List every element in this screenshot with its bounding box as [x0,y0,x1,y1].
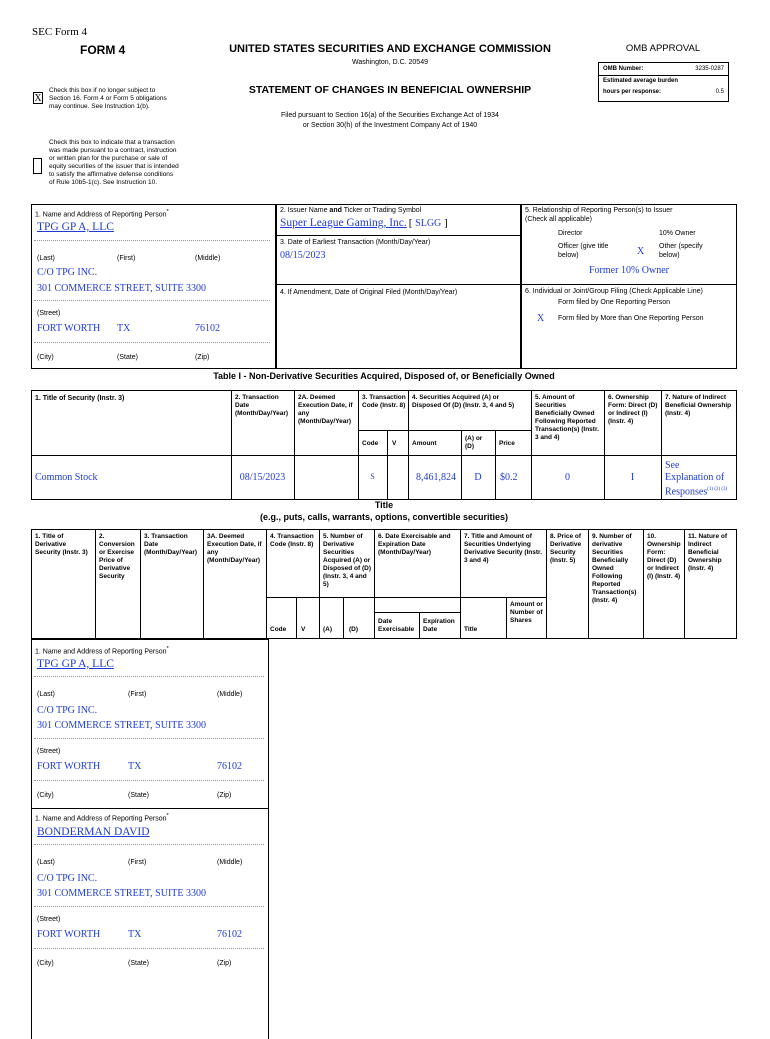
box5-sub: (Check all applicable) [525,216,592,223]
t1-row-code: S [370,472,375,481]
t1-h-deemed: 2A. Deemed Execution Date, if any (Month/Day/Year) [298,394,353,425]
last-label: (Last) [37,255,55,262]
address-line-2: 301 COMMERCE STREET, SUITE 3300 [37,283,206,294]
omb-hours-label: hours per response: [603,89,662,95]
relationship-box [521,204,737,369]
person1-address-2: 301 COMMERCE STREET, SUITE 3300 [37,720,206,731]
omb-number-label: OMB Number: [603,66,644,72]
t1-row-form: I [630,472,635,483]
t1-h-code: 3. Transaction Code (Instr. 8) [362,394,406,409]
person1-street-label: (Street) [37,748,61,755]
t2-h-code: 4. Transaction Code (Instr. 8) [270,533,314,548]
person1-zip: 76102 [217,761,242,772]
t1-h-securities: 4. Securities Acquired (A) or Disposed Of (D) (Instr. 3, 4 and 5) [412,394,515,409]
t2-h-date: 3. Transaction Date (Month/Day/Year) [144,533,198,556]
table2-subtitle: (e.g., puts, calls, warrants, options, convertible securities) [259,512,509,522]
person1-name-link[interactable]: TPG GP A, LLC [37,658,114,670]
persons-box [31,639,269,1039]
filed-pursuant-2: or Section 30(h) of the Investment Company Act of 1940 [302,122,478,129]
t1-row-amount: 8,461,824 [416,472,456,483]
state-value: TX [117,323,131,334]
t1-row-nature: See Explanation of Responses$^{(1) (2) (3)}$ [665,460,728,498]
issuer-name-link[interactable]: Super League Gaming, Inc. [280,217,407,229]
state-label: (State) [117,354,139,361]
footnote-links[interactable]: (1) (2) (3) [707,487,728,492]
person2-middle-label: (Middle) [217,859,243,866]
t2-h-derivatives-owned: 9. Number of derivative Securities Beneficially Owned Following Reported Transaction(s) (Instr. 4) [592,533,637,604]
person2-city: FORT WORTH [37,929,101,940]
issuer-line: Super League Gaming, Inc. [ SLGG ] [280,217,448,229]
t2-h-d: (D) [349,626,359,633]
t2-h-underlying: 7. Title and Amount of Securities Underlying Derivative Security (Instr. 3 and 4) [464,533,543,564]
city-value: FORT WORTH [37,323,101,334]
t1-row-aord: D [474,472,482,483]
t2-h-title-sub: Title [464,626,478,633]
person1-last-label: (Last) [37,691,55,698]
person2-address-2: 301 COMMERCE STREET, SUITE 3300 [37,888,206,899]
zip-label: (Zip) [195,354,210,361]
t2-h-number: 5. Number of Derivative Securities Acquired (A) or Disposed of (D) (Instr. 3, 4 and 5) [323,533,372,588]
director-label: Director [558,230,583,237]
zip-value: 76102 [195,323,220,334]
no-longer-subject-checkbox[interactable]: X [34,93,42,104]
t1-h-ownership: 6. Ownership Form: Direct (D) or Indirect (I) (Instr. 4) [608,394,658,425]
box4-label: 4. If Amendment, Date of Original Filed (Month/Day/Year) [280,289,458,296]
omb-box [598,62,729,102]
t2-h-conversion: 2. Conversion or Exercise Price of Derivative Security [99,533,135,580]
person1-state: TX [128,761,142,772]
t1-row-title: Common Stock [35,472,98,483]
t1-h-amount-owned: 5. Amount of Securities Beneficially Owned Following Reported Transaction(s) (Instr. 3 and 4) [535,394,599,441]
joint-filing-checkmark: X [537,313,545,324]
t1-h-date: 2. Transaction Date (Month/Day/Year) [235,394,289,417]
t2-h-code-sub: Code [270,626,287,633]
rule-10b5-text: Check this box to indicate that a transaction was made pursuant to a contract, instruction or written plan for the purchase or sale of equity securities of the issuer that is intended to satisfy the affirmative defense conditions of Rule 10b5-1(c). See Instruction 10. [49,139,179,186]
t2-h-exercisable: 6. Date Exercisable and Expiration Date (Month/Day/Year) [378,533,451,556]
ticker-symbol: SLGG [415,218,442,229]
person2-zip: 76102 [217,929,242,940]
t1-row-owned: 0 [565,472,570,483]
person2-label: 1. Name and Address of Reporting Person* [35,813,169,823]
person2-street-label: (Street) [37,916,61,923]
person1-first-label: (First) [128,691,147,698]
t1-h-nature: 7. Nature of Indirect Beneficial Ownership (Instr. 4) [665,394,732,417]
city-label: (City) [37,354,54,361]
first-label: (First) [117,255,136,262]
person2-address-1: C/O TPG INC. [37,873,98,884]
person2-first-label: (First) [128,859,147,866]
t1-h-amount: Amount [412,440,437,447]
t2-h-nature: 11. Nature of Indirect Beneficial Ownership (Instr. 4) [688,533,728,572]
omb-title: OMB APPROVAL [625,43,701,54]
person2-city-label: (City) [37,960,54,967]
t2-h-amount: Amount or Number of Shares [510,601,543,624]
commission-location: Washington, D.C. 20549 [351,59,428,66]
rule-10b5-checkbox[interactable] [33,158,42,174]
one-person-label: Form filed by One Reporting Person [558,299,671,306]
no-longer-subject-text: Check this box if no longer subject to Section 16. Form 4 or Form 5 obligations may continue. See Instruction 1(b). [49,87,167,110]
filed-pursuant-1: Filed pursuant to Section 16(a) of the Securities Exchange Act of 1934 [281,112,499,119]
omb-hours-value: 0.5 [715,89,724,95]
t2-h-ownership: 10. Ownership Form: Direct (D) or Indirect (I) (Instr. 4) [647,533,681,580]
ten-pct-owner-label: 10% Owner [659,230,696,237]
form-title: FORM 4 [80,43,126,57]
person2-state: TX [128,929,142,940]
t2-h-title: 1. Title of Derivative Security (Instr. 3) [35,533,88,556]
relationship-remark: Former 10% Owner [589,265,669,276]
t1-h-title: 1. Title of Security (Instr. 3) [35,395,125,402]
other-checkmark: X [637,246,645,257]
middle-label: (Middle) [195,255,221,262]
box2-label: 2. Issuer Name and Ticker or Trading Symbol [280,207,422,214]
person1-address-1: C/O TPG INC. [37,705,98,716]
t1-row-date: 08/15/2023 [239,472,286,483]
person1-zip-label: (Zip) [217,792,232,799]
t1-row-price: $0.2 [500,472,518,483]
address-line-1: C/O TPG INC. [37,267,98,278]
t1-h-price: Price [499,440,515,447]
box6-label: 6. Individual or Joint/Group Filing (Check Applicable Line) [525,288,703,295]
t2-h-date-exercisable: Date Exercisable [378,618,415,633]
earliest-transaction-date: 08/15/2023 [280,250,326,261]
t2-h-v: V [301,626,306,633]
box1-label: 1. Name and Address of Reporting Person* [35,209,169,219]
omb-number-value: 3235-0287 [695,66,724,72]
omb-burden-label: Estimated average burden [603,78,679,84]
t2-h-price: 8. Price of Derivative Security (Instr. 5) [550,533,582,564]
more-persons-label: Form filed by More than One Reporting Person [558,315,704,322]
person2-last-label: (Last) [37,859,55,866]
person1-city-label: (City) [37,792,54,799]
table2-title: Title [374,500,394,510]
officer-label: Officer (give title below) [558,243,609,259]
statement-title: STATEMENT OF CHANGES IN BENEFICIAL OWNERSHIP [248,84,532,96]
box5-label: 5. Relationship of Reporting Person(s) to Issuer [525,207,673,214]
other-label: Other (specify below) [659,243,703,259]
person1-middle-label: (Middle) [217,691,243,698]
form-label: SEC Form 4 [32,26,88,38]
person1-city: FORT WORTH [37,761,101,772]
person2-zip-label: (Zip) [217,960,232,967]
box3-label: 3. Date of Earliest Transaction (Month/Day/Year) [280,239,431,246]
person1-label: 1. Name and Address of Reporting Person* [35,646,169,656]
t2-h-a: (A) [323,626,333,633]
reporting-person-name-link[interactable]: TPG GP A, LLC [37,221,114,233]
commission-title: UNITED STATES SECURITIES AND EXCHANGE COMMISSION [229,43,551,55]
person2-name-link[interactable]: BONDERMAN DAVID [37,826,150,838]
t2-h-expiration: Expiration Date [423,618,455,633]
t1-h-code-sub: Code [362,440,379,447]
street-label: (Street) [37,310,61,317]
person1-state-label: (State) [128,792,150,799]
table1-title: Table I - Non-Derivative Securities Acquired, Disposed of, or Beneficially Owned [213,371,555,381]
t2-h-deemed: 3A. Deemed Execution Date, if any (Month/Day/Year) [207,533,262,564]
t1-h-v: V [392,440,397,447]
person2-state-label: (State) [128,960,150,967]
t1-h-aord: (A) or (D) [465,435,483,450]
